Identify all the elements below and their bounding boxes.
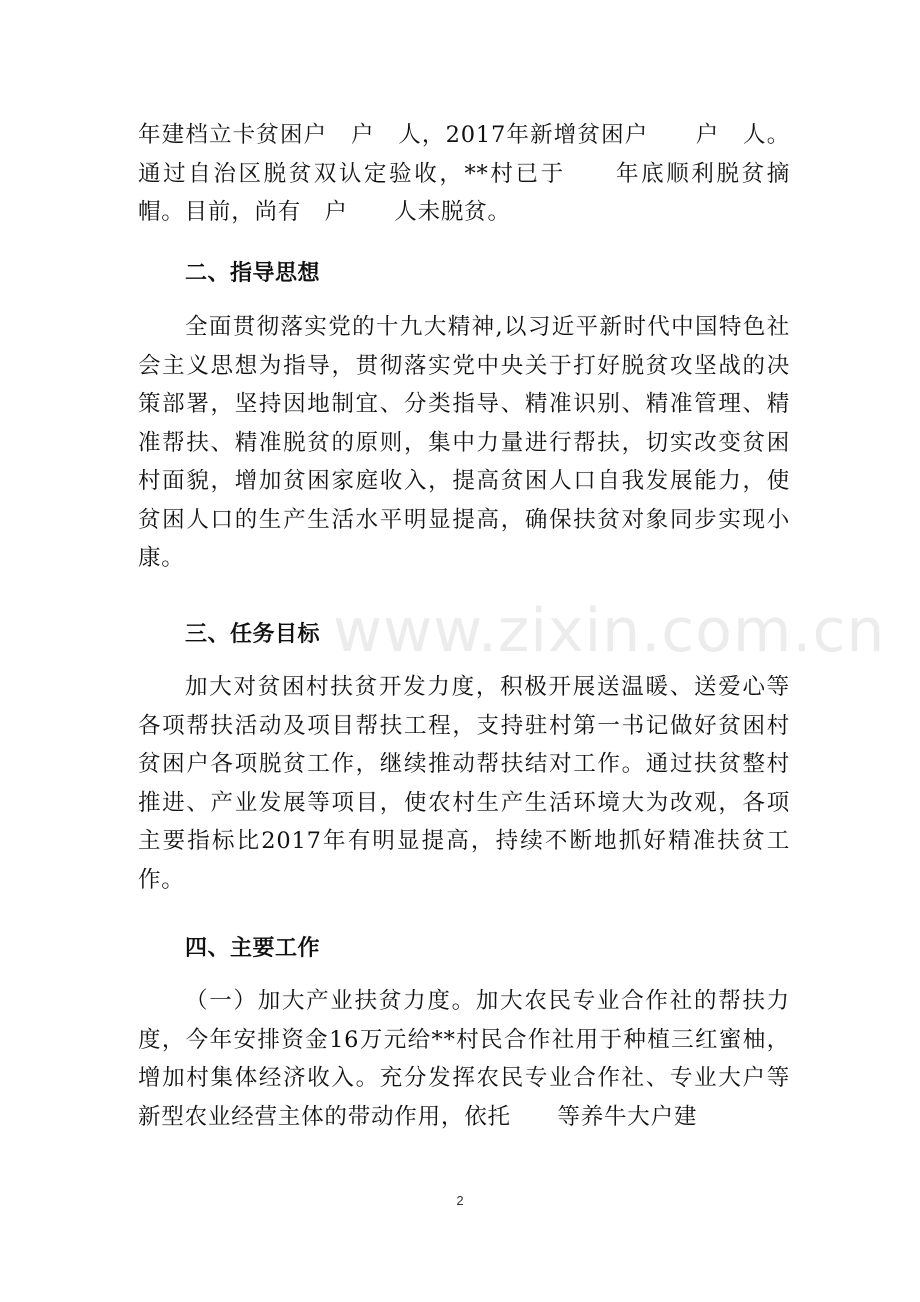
- watermark: www.zixin.com.cn: [333, 596, 886, 666]
- heading-task-objectives: 三、任务目标: [185, 622, 321, 647]
- paragraph-main-work-industry: （一）加大产业扶贫力度。加大农民专业合作社的帮扶力度，今年安排资金16万元给**村民合作社用于种植三红蜜柚，增加村集体经济收入。充分发挥农民专业合作社、专业大户等新型农业经营主体的带动作用，依托 等养牛大户建: [138, 988, 790, 1130]
- paragraph-task-objectives: 加大对贫困村扶贫开发力度，积极开展送温暖、送爱心等各项帮扶活动及项目帮扶工程，支持驻村第一书记做好贫困村贫困户各项脱贫工作，继续推动帮扶结对工作。通过扶贫整村推进、产业发展等项目，使农村生产生活环境大为改观，各项主要指标比2017年有明显提高，持续不断地抓好精准扶贫工作。: [138, 674, 790, 893]
- page-number: 2: [456, 1193, 464, 1208]
- paragraph-guiding-ideology: 全面贯彻落实党的十九大精神,以习近平新时代中国特色社会主义思想为指导，贯彻落实党中央关于打好脱贫攻坚战的决策部署，坚持因地制宜、分类指导、精准识别、精准管理、精准帮扶、精准脱贫的原则，集中力量进行帮扶，切实改变贫困村面貌，增加贫困家庭收入，提高贫困人口自我发展能力，使贫困人口的生产生活水平明显提高，确保扶贫对象同步实现小康。: [138, 314, 790, 571]
- heading-guiding-ideology: 二、指导思想: [185, 261, 321, 286]
- heading-main-work: 四、主要工作: [185, 936, 321, 961]
- paragraph-poverty-statistics: 年建档立卡贫困户 户 人，2017年新增贫困户 户 人。通过自治区脱贫双认定验收，**村已于 年底顺利脱贫摘帽。目前，尚有 户 人未脱贫。: [138, 122, 790, 225]
